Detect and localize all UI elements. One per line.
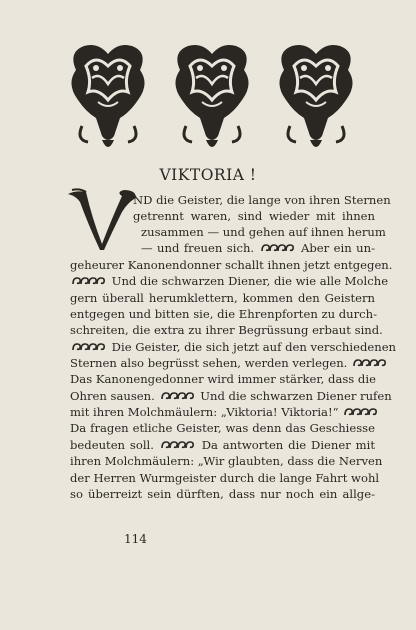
text-line: Die Geister, die sich jetzt auf den verschiedenen [70, 339, 375, 356]
text-line: so überreizt sein dürften, dass nur noch ein allge- [70, 487, 375, 501]
inline-ornament-icon [161, 440, 195, 450]
text-line: ND die Geister, die lange von ihren Sternen [133, 193, 391, 207]
ornament-tile [279, 45, 352, 147]
text-line: bedeuten soll. Da antworten die Diener mit [70, 438, 376, 452]
text-line: entgegen und bitten sie, die Ehrenpforten zu durch- [70, 307, 378, 321]
text-line: ihren Molchmäulern: „Wir glaubten, dass die Nerven [70, 454, 383, 468]
ornament-tile [175, 45, 248, 147]
text-line: mit ihren Molchmäulern: „Viktoria! Viktoria!“ [70, 404, 375, 421]
text-line: schreiten, die extra zu ihrer Begrüssung erbaut sind. [70, 323, 383, 337]
text-line: gern überall herumklettern, kommen den Geistern [70, 291, 375, 305]
inline-ornament-icon [344, 407, 378, 417]
chapter-title: VIKTORIA ! [159, 166, 257, 184]
text-line: Da fragen etliche Geister, was denn das Geschiesse [70, 421, 375, 435]
page-number: 114 [124, 532, 147, 546]
text-line: Und die schwarzen Diener, die wie alle Molche [70, 273, 375, 290]
text-line: Sternen also begrüsst sehen, werden verlegen. [70, 355, 375, 372]
text-line: geheurer Kanonendonner schallt ihnen jetzt entgegen. [70, 258, 393, 272]
text-line: der Herren Wurmgeister durch die lange Fahrt wohl [70, 471, 380, 485]
text-line: getrennt waren, sind wieder mit ihnen [133, 209, 375, 223]
inline-ornament-icon [353, 358, 387, 368]
header-ornament [62, 36, 362, 152]
text-line: — und freuen sich. Aber ein un- [141, 241, 376, 255]
text-line: zusammen — und gehen auf ihnen herum [141, 225, 386, 239]
inline-ornament-icon [72, 276, 106, 286]
inline-ornament-icon [72, 342, 106, 352]
inline-ornament-icon [261, 243, 295, 253]
drop-cap-v [66, 188, 138, 252]
text-line: Ohren sausen. Und die schwarzen Diener rufen [70, 389, 392, 403]
inline-ornament-icon [161, 391, 195, 401]
ornament-tile [71, 45, 144, 147]
text-line: Das Kanonengedonner wird immer stärker, dass die [70, 372, 376, 386]
